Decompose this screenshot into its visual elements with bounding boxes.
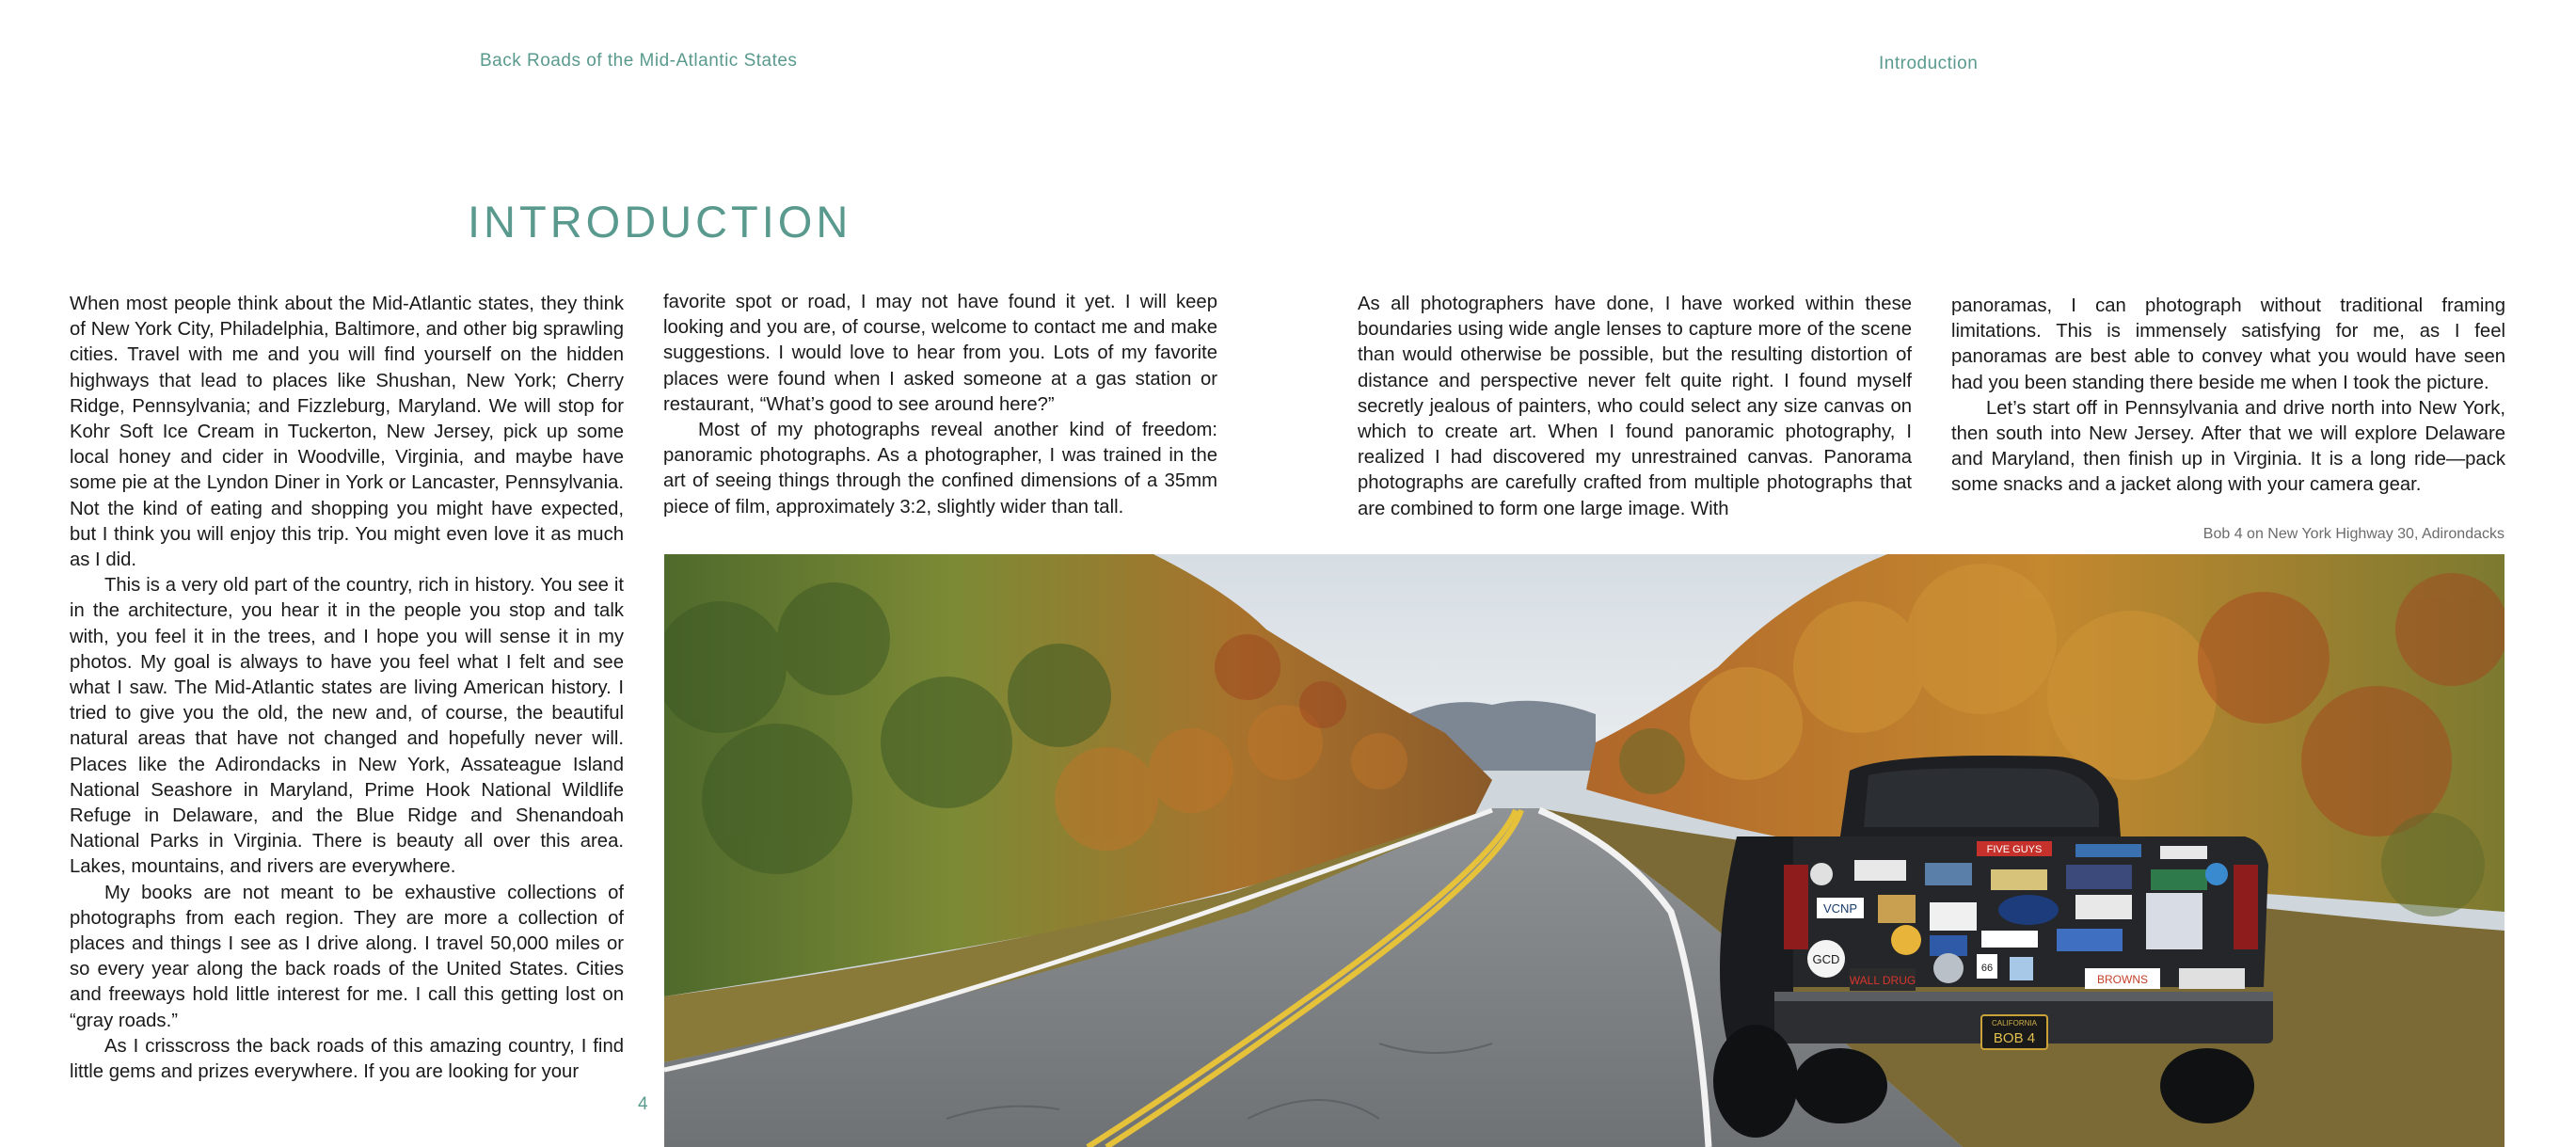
page-number: 4 xyxy=(638,1094,648,1114)
sticker-browns: BROWNS xyxy=(2097,973,2148,986)
panorama-photo xyxy=(664,554,2504,1147)
sticker-wall-drug: WALL DRUG xyxy=(1849,974,1916,987)
paragraph: favorite spot or road, I may not have found it yet. I will keep looking and you are, of course, welcome to contact me and make suggestions. I would love to hear from you. Lots of my favorite places were found when I asked someone at a gas station or restaurant, “What’s good to see around here?” xyxy=(663,292,1217,415)
text-column-3 xyxy=(1358,292,1912,522)
paragraph: This is a very old part of the country, rich in history. You see it in the architecture, you hear it in the people you stop and talk with, you feel it in the trees, and I hope you will sense it in my photos. My goal is always to have you feel what I felt and see what I saw. The Mid-Atlantic states are living American history. I tried to give you the old, the new and, of course, the beautiful natural areas that have not changed and hopefully never will. Places like the Adirondacks in New York, Assateague Island National Seashore in Maryland, Prime Hook National Wildlife Refuge in Delaware, and the Blue Ridge and Shenandoah National Parks in Virginia. There is beauty all over this area. Lakes, mountains, and rivers are everywhere. xyxy=(70,575,624,878)
sticker-route-66: 66 xyxy=(1980,963,1994,974)
text-column-2 xyxy=(663,290,1217,520)
paragraph: My books are not meant to be exhaustive collections of photographs from each region. They are more a collection of places and things I see as I drive along. I travel 50,000 miles or so every year along the back roads of the United States. Cities and freeways hold little interest for me. I call this getting lost on “gray roads.” xyxy=(70,882,624,1031)
paragraph: As all photographers have done, I have worked within these boundaries using wide angle lenses to capture more of the scene than would otherwise be possible, but the resulting distortion of distance and perspective never felt quite right. I found myself secretly jealous of painters, who could select any size canvas on which to create art. When I found panoramic photography, I realized I had discovered my unrestrained canvas. Panorama photographs are carefully crafted from multiple photographs that are combined to form one large image. With xyxy=(1358,294,1912,519)
paragraph: As I crisscross the back roads of this amazing country, I find little gems and prizes everywhere. If you are looking for your xyxy=(70,1035,624,1083)
paragraph: Let’s start off in Pennsylvania and drive north into New York, then south into New Jersey. After that we will explore Delaware and Maryland, then finish up in Virginia. It is a long ride—pack some snacks and a jacket along with your camera gear. xyxy=(1951,397,2505,496)
license-plate-state: CALIFORNIA xyxy=(1991,1019,2038,1028)
text-column-1 xyxy=(70,292,624,1085)
license-plate-text: BOB 4 xyxy=(1993,1030,2036,1046)
paragraph: Most of my photographs reveal another kind of freedom: panoramic photographs. As a photographer, I was trained in the art of seeing things through the confined dimensions of a 35mm piece of film, approximately 3:2, slightly wider than tall. xyxy=(663,420,1217,518)
paragraph: When most people think about the Mid-Atlantic states, they think of New York City, Philadelphia, Baltimore, and other big sprawling cities. Travel with me and you will find yourself on the hidden highways that lead to places like Shushan, New York; Cherry Ridge, Pennsylvania; and Fizzleburg, Maryland. We will stop for Kohr Soft Ice Cream in Tuckerton, New Jersey, pick up some local honey and cider in Woodville, Virginia, and maybe have some pie at the Lyndon Diner in York or Lancaster, Pennsylvania. Not the kind of eating and shopping you might have expected, but I think you will enjoy this trip. You might even love it as much as I did. xyxy=(70,294,624,571)
running-head-right: Introduction xyxy=(1879,54,1979,73)
paragraph: panoramas, I can photograph without traditional framing limitations. This is immensely satisfying for me, as I feel panoramas are best able to convey what you would have seen had you been standing there beside me when I took the picture. xyxy=(1951,295,2505,393)
sticker-five-guys: FIVE GUYS xyxy=(1986,844,2043,855)
sticker-vcnp: VCNP xyxy=(1822,901,1858,916)
sticker-gcd: GCD xyxy=(1812,952,1840,966)
chapter-title: INTRODUCTION xyxy=(468,197,852,247)
photo-caption: Bob 4 on New York Highway 30, Adirondacks xyxy=(2202,526,2504,542)
running-head-left: Back Roads of the Mid-Atlantic States xyxy=(480,51,798,71)
text-column-4 xyxy=(1951,294,2505,499)
